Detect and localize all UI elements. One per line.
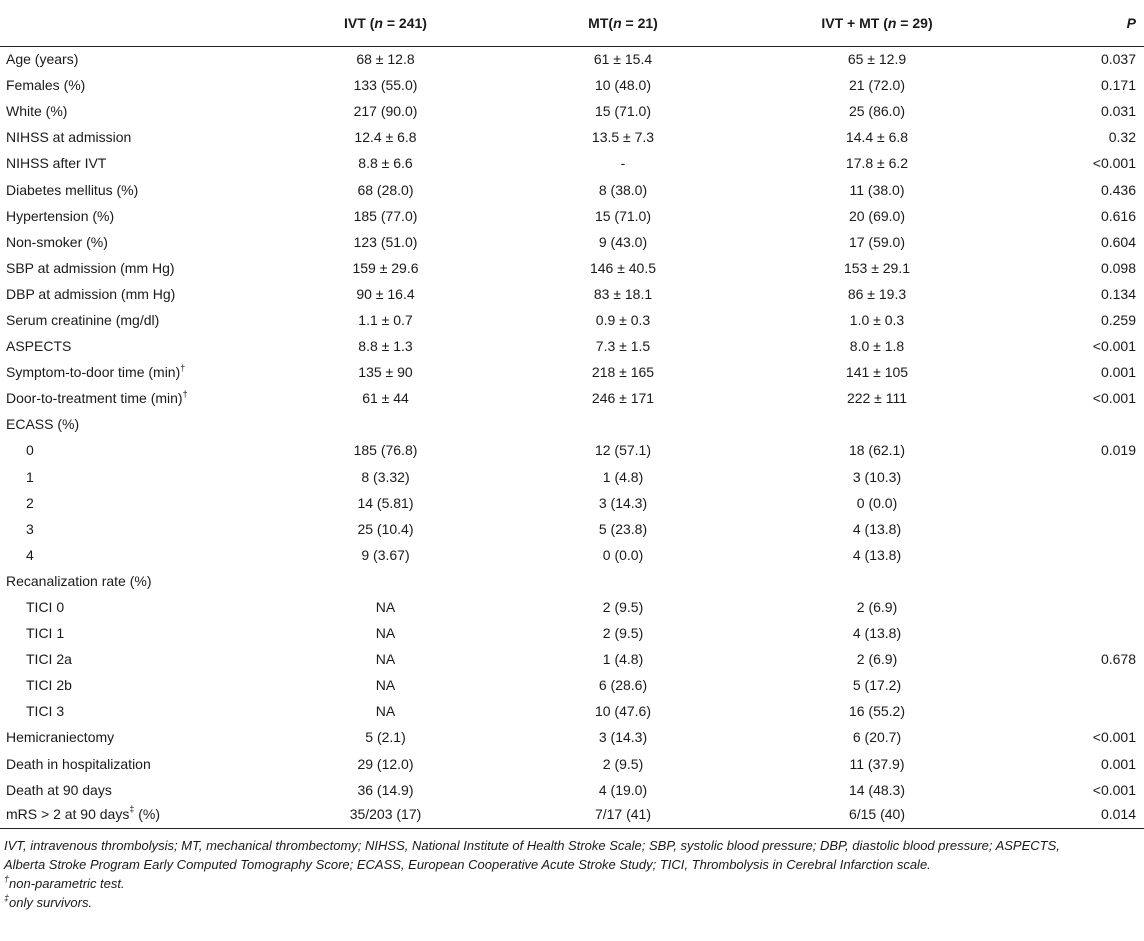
header-ivtmt-prefix: IVT + MT ( bbox=[821, 14, 888, 31]
cell-p-value: 0.259 bbox=[1100, 311, 1136, 328]
cell-ivt: NA bbox=[375, 599, 396, 616]
row-label-text: TICI 2b bbox=[26, 677, 72, 694]
cell-mt: 218 ± 165 bbox=[591, 364, 655, 381]
cell-ivt: 25 (10.4) bbox=[357, 520, 414, 537]
cell-ivt-mt: 4 (13.8) bbox=[852, 625, 902, 642]
cell-mt: 8 (38.0) bbox=[598, 181, 648, 198]
row-label bbox=[0, 437, 254, 463]
row-label-text: Females (%) bbox=[6, 77, 86, 94]
table-row bbox=[0, 620, 1144, 646]
row-label-text: NIHSS at admission bbox=[6, 129, 132, 146]
row-label-text: TICI 0 bbox=[26, 599, 65, 616]
table-row bbox=[0, 672, 1144, 698]
row-label-text: TICI 3 bbox=[26, 703, 65, 720]
table-row bbox=[0, 359, 1144, 385]
footnote-abbreviations-line1: IVT, intravenous thrombolysis; MT, mechanical thrombectomy; NIHSS, National Institute of Health Stroke Scale; SBP, systolic blood pressure; DBP, diastolic blood pressure; ASPECTS, bbox=[4, 838, 1060, 854]
cell-p-value bbox=[1025, 672, 1144, 698]
cell-mt: - bbox=[620, 155, 626, 172]
cell-mt: 3 (14.3) bbox=[598, 729, 648, 746]
cell-ivt: 123 (51.0) bbox=[353, 233, 418, 250]
header-mt-prefix: MT( bbox=[588, 14, 614, 31]
cell-mt: 1 (4.8) bbox=[602, 651, 644, 668]
cell-ivt-mt: 21 (72.0) bbox=[848, 77, 906, 94]
cell-mt: 13.5 ± 7.3 bbox=[591, 129, 655, 146]
row-label-text: 4 bbox=[26, 546, 34, 563]
cell-p-value: 0.001 bbox=[1100, 364, 1136, 381]
cell-p-value: 0.616 bbox=[1100, 207, 1136, 224]
row-label bbox=[0, 229, 254, 255]
cell-p-value bbox=[1025, 464, 1144, 490]
row-label bbox=[0, 698, 254, 724]
cell-ivt-mt: 1.0 ± 0.3 bbox=[849, 311, 905, 328]
cell-p-value: 0.098 bbox=[1100, 259, 1136, 276]
row-label bbox=[0, 98, 254, 124]
cell-mt: 3 (14.3) bbox=[598, 494, 648, 511]
cell-ivt-mt: 153 ± 29.1 bbox=[843, 259, 911, 276]
cell-p-value: 0.019 bbox=[1100, 442, 1136, 459]
cell-ivt-mt: 0 (0.0) bbox=[856, 494, 898, 511]
row-label bbox=[0, 46, 254, 72]
cell-p-value: 0.678 bbox=[1100, 651, 1136, 668]
cell-ivt: 8.8 ± 1.3 bbox=[358, 338, 413, 355]
cell-ivt-mt: 14 (48.3) bbox=[848, 781, 906, 798]
cell-mt: 10 (48.0) bbox=[594, 77, 652, 94]
cell-ivt: 61 ± 44 bbox=[362, 390, 409, 407]
cell-ivt: 68 (28.0) bbox=[357, 181, 414, 198]
table-row bbox=[0, 542, 1144, 568]
cell-ivt: 135 ± 90 bbox=[358, 364, 413, 381]
cell-p-value bbox=[1025, 411, 1144, 437]
cell-ivt-mt: 3 (10.3) bbox=[852, 468, 902, 485]
cell-mt: 4 (19.0) bbox=[598, 781, 648, 798]
footnote-abbreviations-line2: Alberta Stroke Program Early Computed Tomography Score; ECASS, European Cooperative Acute Stroke Study; TICI, Thrombolysis in Cerebral Infarction scale. bbox=[4, 857, 931, 873]
header-mt-suffix: = 21) bbox=[621, 14, 658, 31]
row-label-text: Age (years) bbox=[6, 51, 79, 68]
cell-ivt: 133 (55.0) bbox=[353, 77, 418, 94]
cell-p-value bbox=[1025, 620, 1144, 646]
table-footnotes bbox=[0, 829, 1144, 912]
table-row bbox=[0, 568, 1144, 594]
row-label bbox=[0, 672, 254, 698]
cell-ivt: 90 ± 16.4 bbox=[356, 285, 415, 302]
header-ivt-prefix: IVT ( bbox=[344, 14, 375, 31]
header-p-value bbox=[1025, 0, 1144, 46]
cell-ivt-mt: 5 (17.2) bbox=[852, 677, 902, 694]
header-mt bbox=[517, 0, 729, 46]
row-label-text: 1 bbox=[26, 468, 34, 485]
cell-mt bbox=[517, 411, 729, 437]
cell-mt: 6 (28.6) bbox=[598, 677, 648, 694]
cell-p-value bbox=[1025, 542, 1144, 568]
cell-ivt: 8 (3.32) bbox=[361, 468, 410, 485]
cell-ivt-mt: 14.4 ± 6.8 bbox=[845, 129, 909, 146]
row-label-text: 0 bbox=[26, 442, 34, 459]
cell-mt: 2 (9.5) bbox=[602, 755, 644, 772]
cell-p-value: <0.001 bbox=[1092, 781, 1136, 798]
row-label-text: Diabetes mellitus (%) bbox=[6, 181, 139, 198]
cell-ivt bbox=[254, 568, 517, 594]
cell-ivt-mt: 8.0 ± 1.8 bbox=[849, 338, 905, 355]
table-row bbox=[0, 203, 1144, 229]
row-label-text: Non-smoker (%) bbox=[6, 233, 108, 250]
row-label bbox=[0, 255, 254, 281]
row-label-text: Hemicraniectomy bbox=[6, 729, 115, 746]
table-row bbox=[0, 516, 1144, 542]
cell-mt: 10 (47.6) bbox=[594, 703, 652, 720]
cell-ivt: NA bbox=[375, 677, 396, 694]
cell-ivt: 12.4 ± 6.8 bbox=[354, 129, 417, 146]
row-label bbox=[0, 646, 254, 672]
cell-ivt: 68 ± 12.8 bbox=[356, 51, 415, 68]
cell-ivt-mt: 6 (20.7) bbox=[852, 729, 902, 746]
cell-p-value bbox=[1025, 490, 1144, 516]
cell-mt: 0.9 ± 0.3 bbox=[595, 311, 651, 328]
row-label-text: 3 bbox=[26, 520, 34, 537]
table-row bbox=[0, 437, 1144, 463]
cell-ivt: 8.8 ± 6.6 bbox=[358, 155, 413, 172]
table-header bbox=[0, 0, 1144, 46]
row-label-text: Death at 90 days bbox=[6, 781, 112, 798]
cell-p-value: <0.001 bbox=[1092, 390, 1136, 407]
table-row bbox=[0, 594, 1144, 620]
cell-ivt-mt: 16 (55.2) bbox=[848, 703, 906, 720]
cell-ivt-mt: 11 (37.9) bbox=[849, 755, 905, 772]
cell-mt: 83 ± 18.1 bbox=[593, 285, 653, 302]
row-label bbox=[0, 803, 254, 829]
cell-p-value: 0.604 bbox=[1100, 233, 1136, 250]
row-label bbox=[0, 490, 254, 516]
header-row bbox=[0, 0, 1144, 46]
row-label-text: SBP at admission (mm Hg) bbox=[6, 259, 175, 276]
table-row bbox=[0, 98, 1144, 124]
table-row bbox=[0, 333, 1144, 359]
cell-p-value: 0.32 bbox=[1108, 129, 1136, 146]
row-label bbox=[0, 751, 254, 777]
row-label-footnote-mark: † bbox=[182, 388, 188, 399]
cell-ivt: NA bbox=[375, 651, 396, 668]
footnote-dagger-mark: † bbox=[4, 873, 10, 884]
cell-ivt-mt: 4 (13.8) bbox=[852, 546, 902, 563]
cell-p-value: <0.001 bbox=[1092, 338, 1136, 355]
cell-ivt: 36 (14.9) bbox=[357, 781, 414, 798]
cell-ivt: 159 ± 29.6 bbox=[352, 259, 419, 276]
cell-ivt: 185 (77.0) bbox=[353, 207, 418, 224]
cell-p-value bbox=[1025, 698, 1144, 724]
header-ivt-mt bbox=[729, 0, 1025, 46]
row-label bbox=[0, 150, 254, 176]
table-row bbox=[0, 464, 1144, 490]
cell-mt: 61 ± 15.4 bbox=[593, 51, 653, 68]
cell-ivt-mt: 222 ± 111 bbox=[846, 390, 908, 407]
table-row bbox=[0, 176, 1144, 202]
cell-ivt-mt: 17.8 ± 6.2 bbox=[845, 155, 909, 172]
table-row bbox=[0, 385, 1144, 411]
row-label bbox=[0, 724, 254, 750]
row-label-footnote-mark: † bbox=[180, 362, 186, 373]
cell-ivt-mt: 25 (86.0) bbox=[848, 103, 906, 120]
cell-ivt-mt: 18 (62.1) bbox=[848, 442, 906, 459]
row-label bbox=[0, 464, 254, 490]
cell-mt: 146 ± 40.5 bbox=[589, 259, 657, 276]
row-label bbox=[0, 333, 254, 359]
cell-ivt-mt: 2 (6.9) bbox=[856, 651, 898, 668]
row-label bbox=[0, 385, 254, 411]
row-label-text: TICI 2a bbox=[26, 651, 72, 668]
row-label-footnote-mark: ‡ bbox=[129, 804, 135, 815]
cell-ivt-mt bbox=[729, 411, 1025, 437]
cell-ivt-mt: 17 (59.0) bbox=[848, 233, 906, 250]
cell-mt: 1 (4.8) bbox=[602, 468, 644, 485]
row-label bbox=[0, 124, 254, 150]
row-label-text: White (%) bbox=[6, 103, 68, 120]
row-label bbox=[0, 620, 254, 646]
row-label-text: DBP at admission (mm Hg) bbox=[6, 285, 176, 302]
cell-ivt-mt: 4 (13.8) bbox=[852, 520, 902, 537]
row-label bbox=[0, 176, 254, 202]
cell-ivt-mt: 141 ± 105 bbox=[845, 364, 909, 381]
cell-p-value: <0.001 bbox=[1092, 155, 1136, 172]
cell-p-value: 0.001 bbox=[1100, 755, 1136, 772]
cell-mt: 2 (9.5) bbox=[602, 599, 644, 616]
cell-ivt: 29 (12.0) bbox=[357, 755, 414, 772]
table-row bbox=[0, 307, 1144, 333]
cell-ivt-mt: 20 (69.0) bbox=[848, 207, 906, 224]
row-label bbox=[0, 516, 254, 542]
row-label bbox=[0, 203, 254, 229]
cell-ivt-mt: 2 (6.9) bbox=[856, 599, 898, 616]
table-row bbox=[0, 803, 1144, 829]
cell-p-value: <0.001 bbox=[1092, 729, 1136, 746]
table-row bbox=[0, 124, 1144, 150]
header-ivtmt-suffix: = 29) bbox=[896, 14, 933, 31]
row-label-text: Hypertension (%) bbox=[6, 207, 115, 224]
cell-ivt-mt bbox=[729, 568, 1025, 594]
row-label bbox=[0, 542, 254, 568]
row-label bbox=[0, 568, 254, 594]
table-row bbox=[0, 490, 1144, 516]
cell-ivt: 9 (3.67) bbox=[361, 546, 410, 563]
cell-p-value bbox=[1025, 594, 1144, 620]
row-label-text: Serum creatinine (mg/dl) bbox=[6, 311, 160, 328]
cell-mt: 2 (9.5) bbox=[602, 625, 644, 642]
table-row bbox=[0, 646, 1144, 672]
cell-mt: 5 (23.8) bbox=[598, 520, 648, 537]
footnote-double-dagger-mark: ‡ bbox=[4, 892, 10, 903]
cell-p-value bbox=[1025, 568, 1144, 594]
cell-p-value: 0.031 bbox=[1100, 103, 1136, 120]
cell-mt: 12 (57.1) bbox=[594, 442, 652, 459]
cell-ivt-mt: 11 (38.0) bbox=[849, 181, 905, 198]
header-mt-n: n bbox=[613, 14, 622, 31]
table-body bbox=[0, 46, 1144, 829]
row-label-text: Door-to-treatment time (min) bbox=[6, 390, 183, 407]
header-label-column bbox=[0, 0, 254, 46]
cell-ivt bbox=[254, 411, 517, 437]
footnote-double-dagger bbox=[4, 893, 1140, 912]
cell-ivt: 5 (2.1) bbox=[365, 729, 406, 746]
cell-mt: 0 (0.0) bbox=[602, 546, 644, 563]
header-p-label: P bbox=[1126, 14, 1136, 31]
row-label bbox=[0, 72, 254, 98]
row-label bbox=[0, 777, 254, 803]
cell-ivt: NA bbox=[375, 703, 396, 720]
table-row bbox=[0, 229, 1144, 255]
row-label-text: Recanalization rate (%) bbox=[6, 572, 152, 589]
header-ivt-suffix: = 241) bbox=[382, 14, 427, 31]
row-label-suffix: (%) bbox=[134, 806, 161, 823]
row-label-text: Symptom-to-door time (min) bbox=[6, 364, 181, 381]
table-row bbox=[0, 72, 1144, 98]
row-label bbox=[0, 594, 254, 620]
table-row bbox=[0, 46, 1144, 72]
cell-ivt-mt: 86 ± 19.3 bbox=[847, 285, 907, 302]
cell-mt bbox=[517, 568, 729, 594]
row-label bbox=[0, 359, 254, 385]
cell-p-value: 0.171 bbox=[1100, 77, 1136, 94]
header-ivtmt-n: n bbox=[887, 14, 897, 31]
row-label-text: TICI 1 bbox=[26, 625, 65, 642]
row-label bbox=[0, 411, 254, 437]
cell-p-value bbox=[1025, 516, 1144, 542]
table-row bbox=[0, 777, 1144, 803]
header-ivt bbox=[254, 0, 517, 46]
cell-p-value: 0.436 bbox=[1100, 181, 1136, 198]
cell-ivt-mt: 65 ± 12.9 bbox=[847, 51, 907, 68]
cell-ivt-mt: 6/15 (40) bbox=[729, 803, 1025, 829]
cell-mt: 7/17 (41) bbox=[517, 803, 729, 829]
cell-ivt: 1.1 ± 0.7 bbox=[358, 311, 413, 328]
cell-mt: 15 (71.0) bbox=[594, 103, 652, 120]
cell-mt: 246 ± 171 bbox=[591, 390, 655, 407]
table-row bbox=[0, 724, 1144, 750]
cell-p-value: 0.037 bbox=[1100, 51, 1136, 68]
cell-mt: 7.3 ± 1.5 bbox=[595, 338, 651, 355]
cell-p-value: 0.134 bbox=[1100, 285, 1136, 302]
cell-mt: 15 (71.0) bbox=[594, 207, 652, 224]
footnote-double-dagger-text: only survivors. bbox=[9, 895, 93, 911]
row-label-text: ASPECTS bbox=[6, 338, 72, 355]
table-row bbox=[0, 281, 1144, 307]
table-row bbox=[0, 411, 1144, 437]
cell-ivt: 217 (90.0) bbox=[353, 103, 418, 120]
table-row bbox=[0, 255, 1144, 281]
row-label bbox=[0, 281, 254, 307]
row-label bbox=[0, 307, 254, 333]
header-ivt-n: n bbox=[374, 14, 383, 31]
footnote-dagger bbox=[4, 874, 1140, 893]
cell-ivt: NA bbox=[375, 625, 396, 642]
table-row bbox=[0, 751, 1144, 777]
table-row bbox=[0, 150, 1144, 176]
cell-p-value: 0.014 bbox=[1025, 803, 1144, 829]
row-label-text: 2 bbox=[26, 494, 34, 511]
cell-ivt: 185 (76.8) bbox=[353, 442, 418, 459]
cell-ivt: 14 (5.81) bbox=[357, 494, 414, 511]
row-label-text: Death in hospitalization bbox=[6, 755, 151, 772]
table-row bbox=[0, 698, 1144, 724]
cell-mt: 9 (43.0) bbox=[598, 233, 648, 250]
row-label-text: ECASS (%) bbox=[6, 416, 80, 433]
footnote-dagger-text: non-parametric test. bbox=[9, 876, 125, 892]
row-label-text: NIHSS after IVT bbox=[6, 155, 107, 172]
cell-ivt: 35/203 (17) bbox=[254, 803, 517, 829]
row-label-text: mRS > 2 at 90 days bbox=[6, 806, 130, 823]
